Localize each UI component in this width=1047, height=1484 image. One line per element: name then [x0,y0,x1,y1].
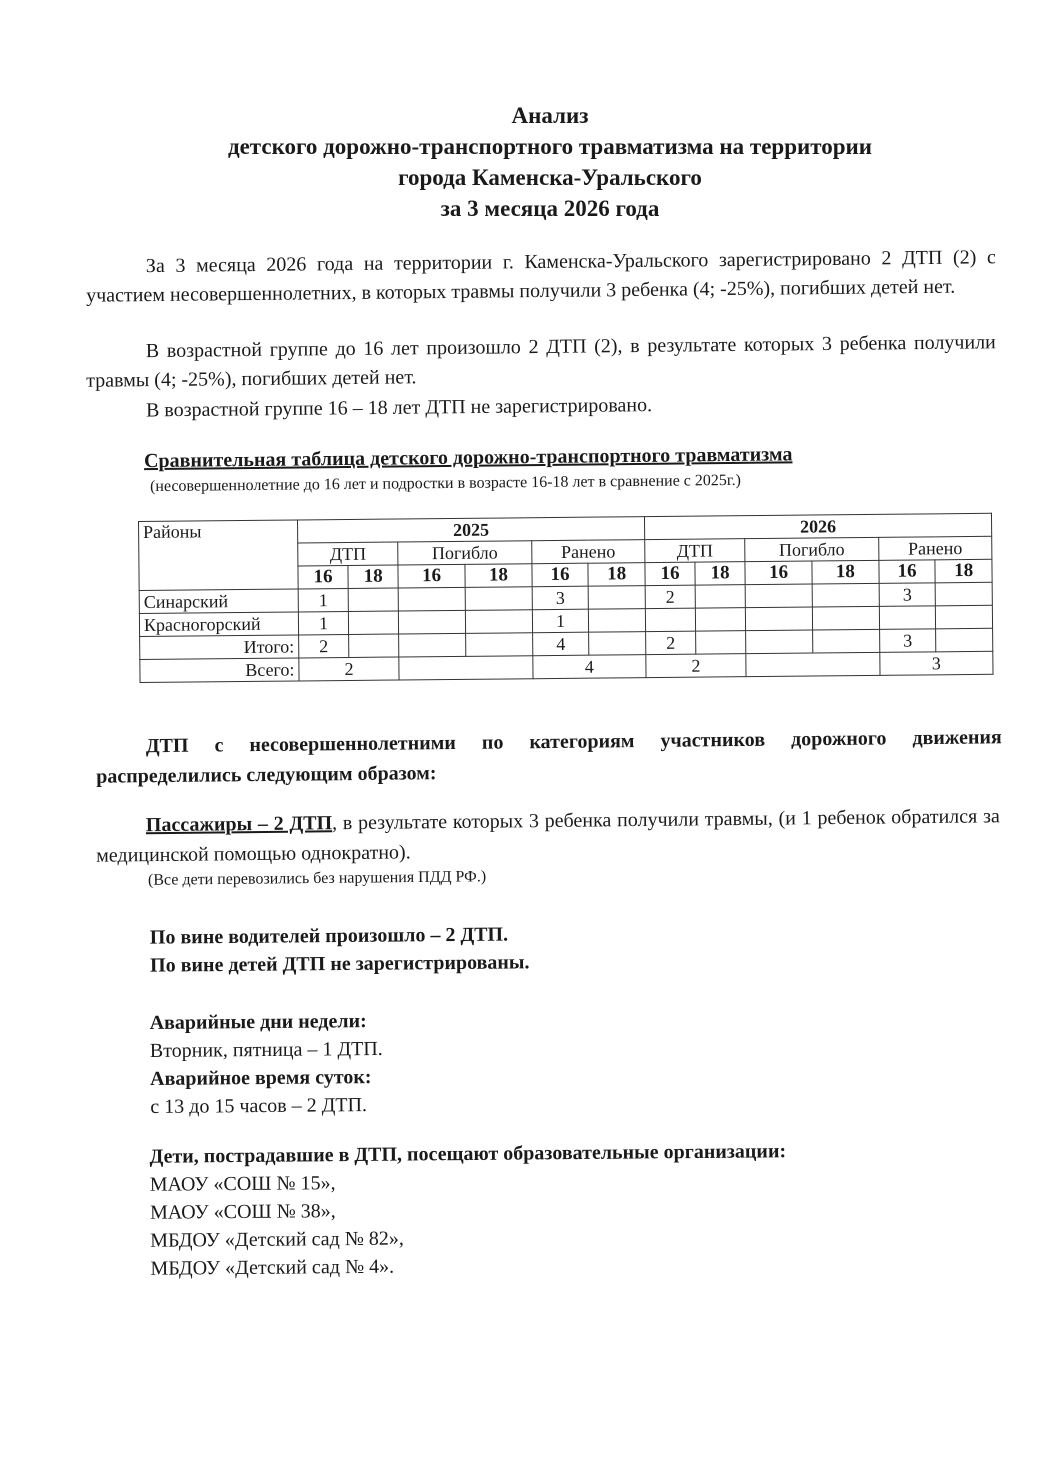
table-cell [589,632,646,656]
total-cell [399,656,533,680]
table-cell: 1 [298,588,348,611]
age-header: 16 [879,560,936,584]
table-cell: 2 [646,631,696,654]
age-header: 18 [935,559,992,583]
age-header: 18 [348,565,398,588]
table-cell [466,633,533,657]
age-header: 18 [588,563,645,587]
age-header: 18 [812,560,879,584]
row-label: Синарский [139,589,298,614]
total-cell: 2 [299,657,399,681]
passengers-note: (Все дети перевозились без нарушения ПДД РФ.) [147,868,487,889]
title-line-4: за 3 месяца 2026 года [440,196,660,221]
group-header: Погибло [745,537,879,561]
guilt-block [150,920,530,979]
group-header: Ранено [878,536,991,560]
row-label: Всего: [140,658,299,683]
table-cell [746,630,813,654]
table-cell [589,586,646,610]
group-header: ДТП [298,542,398,566]
organization-item: МБДОУ «Детский сад № 82», [150,1227,404,1252]
total-cell: 2 [646,654,746,678]
table-cell [589,609,646,633]
row-label: Итого: [140,635,299,660]
total-cell: 4 [533,655,646,679]
passengers-text: , в результате которых 3 ребенка получили травмы, (и 1 ребенок обратился за медицинской помощью однократно). [96,805,1000,867]
table-body [139,582,993,682]
age-header: 16 [298,565,348,588]
table-cell [348,588,398,611]
children-guilt: По вине детей ДТП не зарегистрированы. [150,951,530,977]
table-cell [465,587,532,611]
year-header: 2025 [297,517,644,543]
group-header: Ранено [532,540,645,564]
intro-paragraph-2: В возрастной группе до 16 лет произошло 2 ДТП (2), в результате которых 3 ребенка получили травмы (4; -25%), погибших детей нет. [86,331,996,392]
document-title [100,100,1000,224]
district-header: Районы [139,520,299,591]
table-cell [399,610,466,634]
drivers-guilt: По вине водителей произошло – 2 ДТП. [149,923,509,949]
table-cell [745,607,812,631]
group-header: ДТП [645,539,745,563]
table-cell [936,605,993,629]
age-header: 18 [465,564,532,588]
categories-heading: ДТП с несовершеннолетними по категориям участников дорожного движения распределились следующим образом: [96,726,1002,788]
organization-item: МБДОУ «Детский сад № 4». [150,1255,395,1280]
passengers-paragraph [96,801,1001,870]
hours-value: с 13 до 15 часов – 2 ДТП. [150,1094,368,1119]
organization-item: МАОУ «СОШ № 38», [149,1200,336,1224]
intro-paragraph-3: В возрастной группе 16 – 18 лет ДТП не зарегистрировано. [145,394,653,422]
organizations-heading: Дети, пострадавшие в ДТП, посещают образовательные организации: [149,1140,787,1168]
table-cell: 3 [879,583,936,607]
table-cell [935,582,992,606]
days-heading: Аварийные дни недели: [149,1010,367,1035]
age-header: 16 [398,564,465,588]
organization-item: МАОУ «СОШ № 15», [149,1172,336,1196]
table-cell: 2 [299,634,349,657]
table-cell [348,611,398,634]
title-line-3: города Каменска-Уральского [398,165,702,190]
intro-paragraph-1: За 3 месяца 2026 года на территории г. Каменска-Уральского зарегистрировано 2 ДТП (2) с участием несовершеннолетних, в которых травмы получили 3 ребенка (4; -25%), погибших детей нет. [86,246,996,307]
comparison-table [138,513,994,683]
table-cell [398,587,465,611]
age-header: 16 [645,562,695,585]
table-cell [813,629,880,653]
table-cell: 4 [532,632,589,656]
table-caption: Сравнительная таблица детского дорожно-транспортного травматизма [143,443,793,473]
total-cell [746,652,880,676]
table-cell: 3 [879,629,936,653]
table-cell [936,628,993,652]
table-cell [695,608,745,631]
age-header: 16 [532,563,589,587]
table-cell [465,610,532,634]
table-cell [349,634,399,657]
age-header: 18 [695,562,745,585]
group-header: Погибло [398,541,532,565]
title-line-1: Анализ [511,103,589,128]
table-cell: 2 [645,585,695,608]
table-cell: 1 [532,609,589,633]
age-header: 16 [745,561,812,585]
table-cell [812,583,879,607]
passengers-lead: Пассажиры – 2 ДТП [145,812,333,837]
organizations-block [149,1137,787,1283]
table-cell [399,633,466,657]
table-cell [645,608,695,631]
table-subcaption: (несовершеннолетние до 16 лет и подростки в возрасте 16-18 лет в сравнение с 2025г.) [149,471,742,496]
time-block [150,1007,384,1121]
table-cell: 1 [298,611,348,634]
table-cell [812,606,879,630]
year-header: 2026 [644,513,991,539]
table-cell [696,631,746,654]
title-line-2: детского дорожно-транспортного травматизма на территории [227,134,873,159]
table-cell [879,606,936,630]
table-cell [695,585,745,608]
days-value: Вторник, пятница – 1 ДТП. [149,1037,383,1063]
hours-heading: Аварийное время суток: [150,1066,372,1091]
row-label: Красногорский [139,612,298,637]
table-cell: 3 [532,586,589,610]
total-cell: 3 [880,651,993,675]
table-cell [745,584,812,608]
